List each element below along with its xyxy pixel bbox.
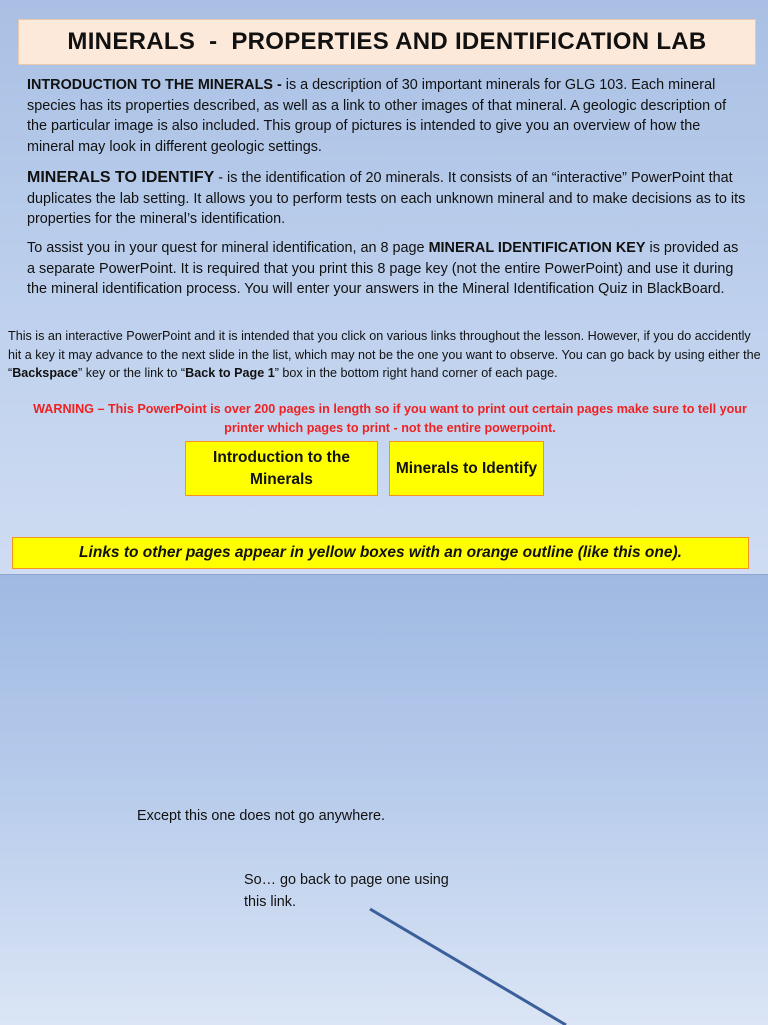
page-title: MINERALS - PROPERTIES AND IDENTIFICATION LAB [18, 19, 756, 65]
backspace-key: Backspace [12, 366, 79, 380]
slide-2 [0, 574, 768, 1025]
assist-paragraph [27, 238, 747, 300]
interactive-text-2: ” key or the link to “ [78, 366, 186, 380]
interactive-note [8, 327, 764, 383]
warning-text: WARNING – This PowerPoint is over 200 pages in length so if you want to print out certain pages make sure to tell your printer which pages to print - not the entire powerpoint. [33, 402, 747, 435]
pointer-arrow-icon [0, 575, 768, 1025]
identify-label: MINERALS TO IDENTIFY [27, 169, 215, 186]
key-label: MINERAL IDENTIFICATION KEY [428, 240, 646, 256]
interactive-text-3: ” box in the bottom right hand corner of each page. [274, 366, 558, 380]
go-back-text: So… go back to page one using this link. [244, 872, 449, 910]
back-to-page-label: Back to Page 1 [185, 366, 275, 380]
intro-minerals-link[interactable]: Introduction to the Minerals [185, 441, 378, 496]
minerals-to-identify-link[interactable]: Minerals to Identify [389, 441, 544, 496]
no-link-text: Except this one does not go anywhere. [137, 808, 385, 824]
assist-text-1: To assist you in your quest for mineral identification, an 8 page [27, 240, 429, 256]
identify-paragraph [27, 168, 747, 230]
intro-text: is a description of 30 important minerals for GLG 103. Each mineral species has its properties described, as well as a link to other images of that mineral. A geologic description of the particular image is also included. This group of pictures is intended to give you an overview of how the mineral may look in different geologic settings. [27, 77, 727, 155]
interactive-text-1: This is an interactive PowerPoint and it is intended that you click on various links throughout the lesson. However, if you do accidently hit a key it may advance to the next slide in the list, which may not be the one you want to observe. You can go back by using either the “ [8, 329, 761, 380]
assist-text-2: is provided as a separate PowerPoint. It is required that you print this 8 page key (not the entire PowerPoint) and use it during the mineral identification process. You will enter your answers in the Mineral Identification Quiz in BlackBoard. [27, 240, 739, 297]
intro-label: INTRODUCTION TO THE MINERALS - [27, 77, 286, 93]
intro-paragraph [27, 75, 747, 157]
links-banner[interactable]: Links to other pages appear in yellow boxes with an orange outline (like this one). [12, 537, 749, 569]
identify-text: - is the identification of 20 minerals. It consists of an “interactive” PowerPoint that duplicates the lab setting. It allows you to perform tests on each unknown mineral and to make decisions as to its properties for the mineral’s identification. [27, 170, 746, 227]
